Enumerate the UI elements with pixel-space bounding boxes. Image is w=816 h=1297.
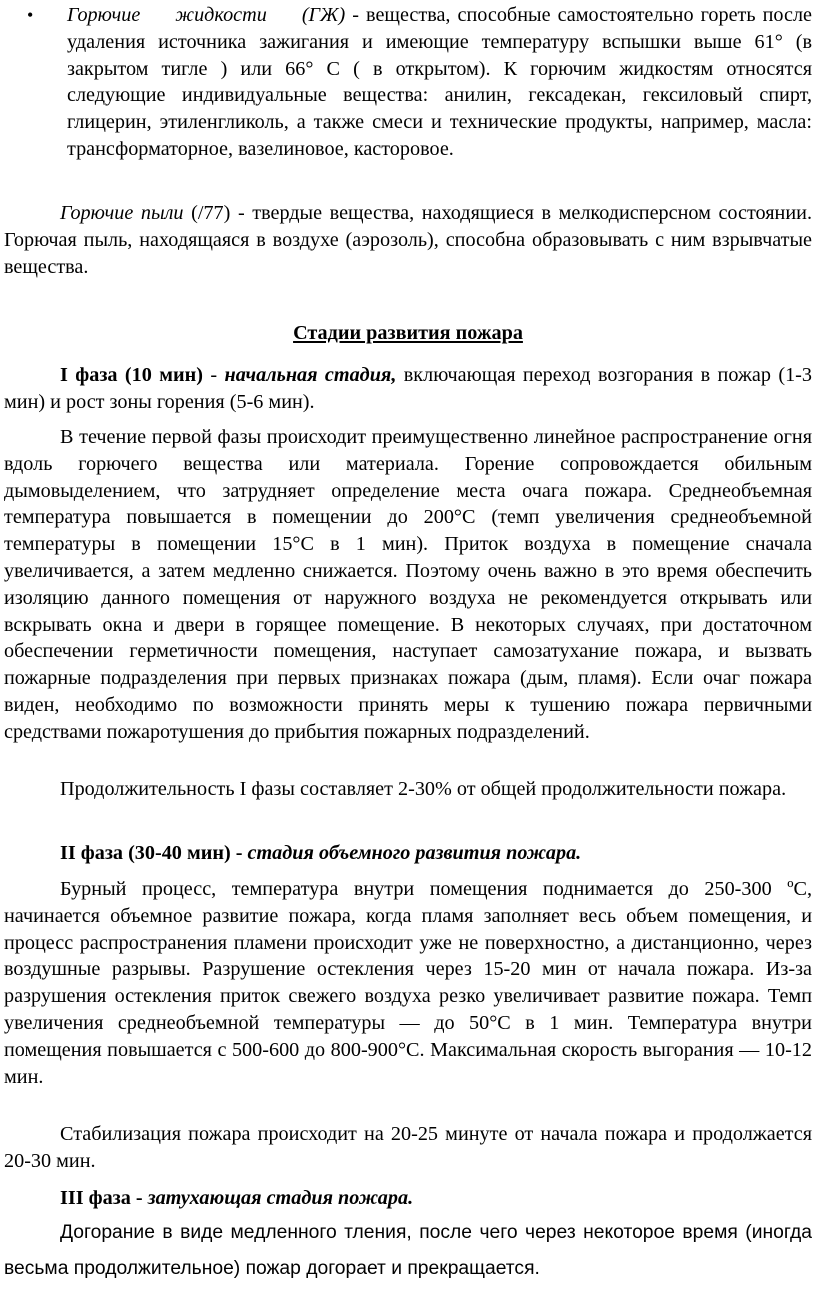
- phase1-intro-paragraph: [4, 362, 812, 416]
- combustible-dust-text: (/77) - твердые вещества, находящиеся в мелкодисперсном состоянии. Горючая пыль, находящаяся в воздухе (аэрозоль), способна образовывать с ним взрывчатые вещества.: [4, 202, 812, 278]
- phase3-label: III фаза -: [60, 1187, 148, 1209]
- combustible-dust-term: Горючие пыли: [60, 202, 184, 224]
- combustible-dust-block: [4, 200, 812, 280]
- combustible-dust-paragraph: [4, 200, 812, 280]
- phase1-duration-paragraph: Продолжительность I фазы составляет 2-30% от общей продолжительности пожара.: [60, 778, 787, 800]
- phase2-heading: [4, 840, 812, 867]
- phase1-body-block: [4, 424, 812, 746]
- phase1-intro-text: включающая переход возгорания в пожар (1-3 мин) и рост зоны горения (5-6 мин).: [4, 364, 812, 413]
- bullet-separator: -: [345, 4, 367, 26]
- flammable-liquids-term: Горючие жидкости (ГЖ): [67, 4, 346, 26]
- phase2-stage: стадия объемного развития пожара.: [247, 842, 582, 864]
- phase2-label: II фаза (30-40 мин) -: [60, 842, 248, 864]
- phase3-body-paragraph: Догорание в виде медленного тления, после чего через некоторое время (иногда весьма продолжительное) пожар догорает и прекращается.: [4, 1222, 812, 1279]
- phase2-stabilization-block: [4, 1121, 812, 1175]
- phase1-stage: начальная стадия,: [224, 364, 397, 386]
- phase1-intro-block: [4, 362, 812, 416]
- bullet-icon: •: [27, 5, 34, 25]
- bullet-item-flammable-liquids: [27, 2, 812, 163]
- flammable-liquids-paragraph: [67, 2, 812, 163]
- flammable-liquids-text: вещества, способные самостоятельно гореть после удаления источника зажигания и имеющие температуру вспышки выше 61° (в закрытом тигле ) или 66° С ( в открытом). К горючим жидкостям относятся следующие индивидуальные вещества: анилин, гексадекан, гексиловый спирт, глицерин, этиленгликоль, а также смеси и технические продукты, например, масла: трансформаторное, вазелиновое, касторовое.: [67, 4, 812, 160]
- phase2-body-paragraph: Бурный процесс, температура внутри помещения поднимается до 250-300 ºС, начинается объемное развитие пожара, когда пламя заполняет весь объем помещения, и процесс распространения пламени происходит уже не поверхностно, а дистанционно, через воздушные разрывы. Разрушение остекления через 15-20 мин от начала пожара. Из-за разрушения остекления приток свежего воздуха резко увеличивает развитие пожара. Темп увеличения среднеобъемной температуры — до 50°С в 1 мин. Температура внутри помещения повышается с 500-600 до 800-900°С. Максимальная скорость выгорания — 10-12 мин.: [4, 878, 812, 1088]
- phase2-stabilization-paragraph: Стабилизация пожара происходит на 20-25 минуте от начала пожара и продолжается 20-30 мин.: [4, 1123, 812, 1172]
- phase2-body-block: [4, 876, 812, 1090]
- section-title: Стадии развития пожара: [293, 322, 523, 344]
- phase1-duration-block: [4, 776, 812, 803]
- phase1-body-paragraph: В течение первой фазы происходит преимущественно линейное распространение огня вдоль горючего вещества или материала. Горение сопровождается обильным дымовыделением, что затрудняет определение места очага пожара. Среднеобъемная температура повышается в помещении до 200°С (темп увеличения среднеобъемной температуры в помещении 15°С в 1 мин). Приток воздуха в помещение сначала увеличивается, а затем медленно снижается. Поэтому очень важно в это время обеспечить изоляцию данного помещения от наружного воздуха не рекомендуется открывать или вскрывать окна и двери в горящее помещение. В некоторых случаях, при достаточном обеспечении герметичности помещения, наступает самозатухание пожара, и вызвать пожарные подразделения при первых признаках пожара (дым, пламя). Если очаг пожара виден, необходимо по возможности принять меры к тушению пожара первичными средствами пожаротушения до прибытия пожарных подразделений.: [4, 426, 812, 743]
- phase3-stage: затухающая стадия пожара.: [147, 1187, 414, 1209]
- phase1-label: I фаза (10 мин): [60, 364, 203, 386]
- phase3-body-block: [4, 1215, 812, 1287]
- phase3-heading-block: [4, 1185, 812, 1212]
- phase1-separator: -: [202, 364, 225, 386]
- phase3-heading: [4, 1185, 812, 1212]
- phase2-heading-block: [4, 840, 812, 867]
